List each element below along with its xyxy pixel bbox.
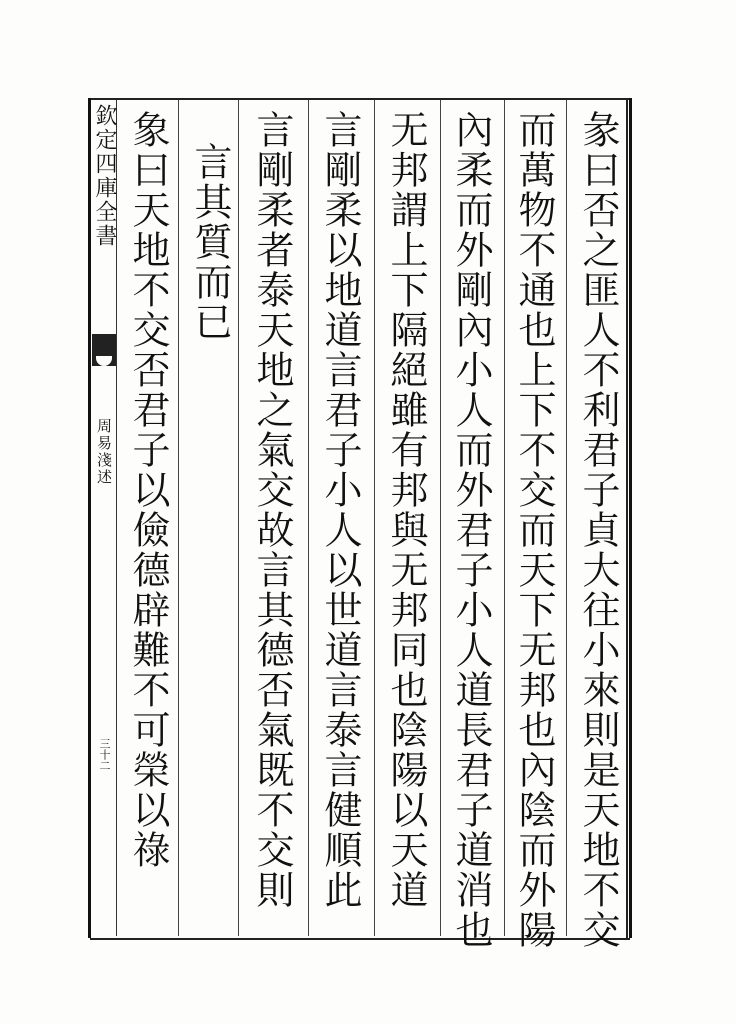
margin-collection-title: 欽定四庫全書 <box>92 104 117 248</box>
fish-tail-mark <box>92 334 116 366</box>
column-divider <box>374 100 375 936</box>
text-column-6: 言剛柔者泰天地之氣交故言其德否氣既不交則 <box>250 110 294 910</box>
frame-right-border <box>626 98 632 938</box>
text-column-8: 象曰天地不交否君子以儉德辟難不可榮以祿 <box>126 110 170 870</box>
column-divider <box>238 100 239 936</box>
column-divider <box>178 100 179 936</box>
column-divider <box>566 100 567 936</box>
text-column-7: 言其質而已 <box>188 142 232 342</box>
text-column-5: 言剛柔以地道言君子小人以世道言泰言健順此 <box>318 110 362 910</box>
text-column-1: 彖曰否之匪人不利君子貞大往小來則是天地不交 <box>576 110 620 950</box>
margin-page-number: 三十二 <box>98 738 111 771</box>
text-column-3: 內柔而外剛內小人而外君子小人道長君子道消也 <box>449 110 493 950</box>
column-divider <box>504 100 505 936</box>
text-column-2: 而萬物不通也上下不交而天下无邦也內陰而外陽 <box>512 110 556 950</box>
margin-book-title: 周易淺述 <box>95 418 113 486</box>
column-divider <box>440 100 441 936</box>
text-column-4: 无邦謂上下隔絕雖有邦與无邦同也陰陽以天道 <box>384 110 428 910</box>
column-divider <box>308 100 309 936</box>
